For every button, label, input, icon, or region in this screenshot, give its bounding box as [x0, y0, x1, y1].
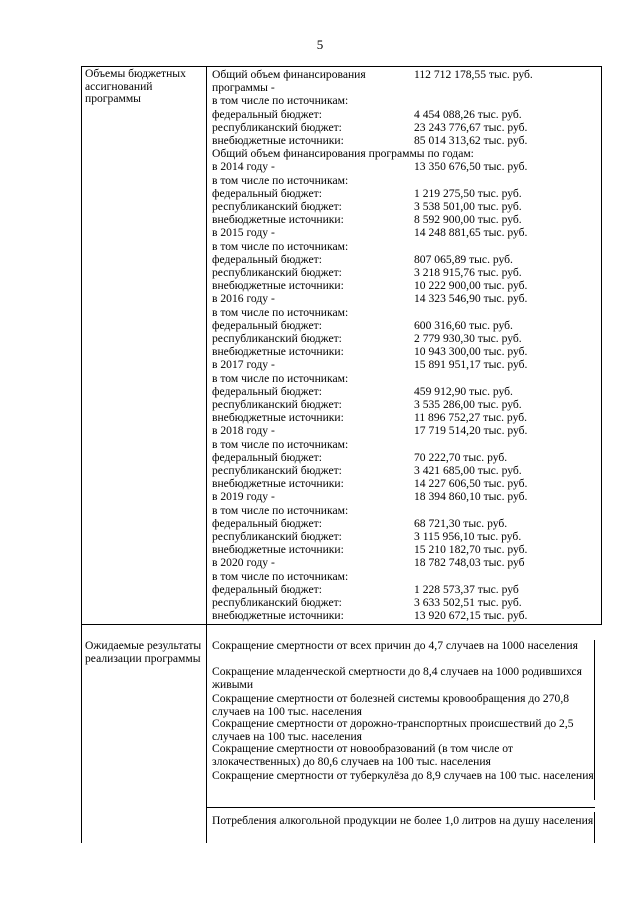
- budget-row-label: в 2017 году -: [212, 358, 275, 372]
- budget-row-value: 14 323 546,90 тыс. руб.: [414, 292, 528, 306]
- result-item: Сокращение смертности от дорожно-транспортных происшествий до 2,5 случаев на 100 тыс. населения: [212, 717, 574, 743]
- budget-row-label: в 2018 году -: [212, 424, 275, 438]
- budget-row-value: 13 920 672,15 тыс. руб.: [414, 609, 528, 623]
- budget-row-value: 10 222 900,00 тыс. руб.: [414, 279, 528, 293]
- budget-row-value: 70 222,70 тыс. руб.: [414, 450, 508, 464]
- budget-row-label: в 2019 году -: [212, 490, 275, 504]
- result-item: Сокращение смертности от болезней системы кровообращения до 270,8 случаев на 100 тыс. населения: [212, 692, 570, 718]
- budget-row-label: в том числе по источникам:: [212, 94, 349, 108]
- budget-row-value: 18 394 860,10 тыс. руб.: [414, 490, 528, 504]
- budget-row-value: 68 721,30 тыс. руб.: [414, 516, 508, 530]
- budget-row-label: внебюджетные источники:: [212, 279, 344, 293]
- budget-row-label: в том числе по источникам:: [212, 569, 349, 583]
- table-left-border: [81, 66, 82, 843]
- budget-row-value: 14 248 881,65 тыс. руб.: [414, 226, 528, 240]
- budget-row-label: федеральный бюджет:: [212, 318, 322, 332]
- budget-row-label: в том числе по источникам:: [212, 503, 349, 517]
- budget-row-value: 1 228 573,37 тыс. руб: [414, 582, 519, 596]
- budget-row-label: федеральный бюджет:: [212, 384, 322, 398]
- result-item: Сокращение младенческой смертности до 8,4 случаев на 1000 родившихся живыми: [212, 665, 582, 691]
- budget-row-value: 17 719 514,20 тыс. руб.: [414, 424, 528, 438]
- budget-row-label: в 2016 году -: [212, 292, 275, 306]
- budget-row-label: в 2015 году -: [212, 226, 275, 240]
- results-section-label: Ожидаемые результаты реализации программы: [85, 639, 202, 665]
- budget-row-label: в том числе по источникам:: [212, 371, 349, 385]
- budget-row-label: в том числе по источникам:: [212, 437, 349, 451]
- budget-row-label: в 2020 году -: [212, 556, 275, 570]
- page-number: 5: [316, 37, 324, 52]
- result-item: Сокращение смертности от новообразований (в том числе от злокачественных) до 80,6 случаев на 100 тыс. населения: [212, 742, 513, 768]
- table-row-divider: [81, 624, 602, 625]
- budget-row-label: федеральный бюджет:: [212, 252, 322, 266]
- budget-row-label: Общий объем финансирования программы по годам:: [212, 147, 474, 161]
- budget-row-label: внебюджетные источники:: [212, 411, 344, 425]
- budget-row-label: внебюджетные источники:: [212, 543, 344, 557]
- budget-row-value: 85 014 313,62 тыс. руб.: [414, 134, 528, 147]
- budget-row-label: республиканский бюджет:: [212, 200, 342, 213]
- budget-row-label: в 2014 году -: [212, 160, 275, 174]
- budget-row-value: 3 633 502,51 тыс. руб.: [414, 596, 522, 609]
- budget-row-value: 3 115 956,10 тыс. руб.: [414, 530, 522, 543]
- budget-row-value: 112 712 178,55 тыс. руб.: [414, 68, 533, 81]
- budget-row-label: внебюджетные источники:: [212, 134, 344, 147]
- budget-row-value: 11 896 752,27 тыс. руб.: [414, 411, 528, 425]
- table-right-border: [601, 66, 602, 624]
- budget-row-label: внебюджетные источники:: [212, 477, 344, 491]
- table-row-divider-2: [206, 807, 595, 808]
- result-item: Сокращение смертности от туберкулёза до 8,9 случаев на 100 тыс. населения: [212, 769, 594, 782]
- budget-row-label: республиканский бюджет:: [212, 464, 342, 477]
- budget-row-label: федеральный бюджет:: [212, 186, 322, 200]
- budget-row-label: внебюджетные источники:: [212, 345, 344, 359]
- budget-row-value: 3 535 286,00 тыс. руб.: [414, 398, 522, 411]
- result-item: Сокращение смертности от всех причин до 4,7 случаев на 1000 населения: [212, 639, 578, 652]
- budget-row-value: 1 219 275,50 тыс. руб.: [414, 186, 522, 200]
- budget-row-label: республиканский бюджет:: [212, 266, 342, 279]
- budget-row-label: федеральный бюджет:: [212, 107, 322, 121]
- budget-row-value: 15 891 951,17 тыс. руб.: [414, 358, 528, 372]
- budget-row-value: 8 592 900,00 тыс. руб.: [414, 213, 522, 227]
- budget-row-value: 14 227 606,50 тыс. руб.: [414, 477, 528, 491]
- budget-row-label: республиканский бюджет:: [212, 530, 342, 543]
- budget-row-value: 3 218 915,76 тыс. руб.: [414, 266, 522, 279]
- budget-row-value: 600 316,60 тыс. руб.: [414, 318, 513, 332]
- budget-section-label: Объемы бюджетных ассигнований программы: [85, 67, 186, 105]
- budget-row-label: в том числе по источникам:: [212, 173, 349, 187]
- table-right-border-lower: [594, 640, 595, 800]
- budget-row-value: 23 243 776,67 тыс. руб.: [414, 120, 528, 134]
- budget-row-label: Общий объем финансирования: [212, 68, 366, 81]
- results-last-item: Потребления алкогольной продукции не более 1,0 литров на душу населения: [212, 814, 594, 827]
- budget-row-label: республиканский бюджет:: [212, 596, 342, 609]
- budget-row-label: в том числе по источникам:: [212, 239, 349, 253]
- budget-row-value: 3 421 685,00 тыс. руб.: [414, 464, 522, 477]
- budget-row-value: 15 210 182,70 тыс. руб.: [414, 543, 528, 557]
- budget-row-label: в том числе по источникам:: [212, 305, 349, 319]
- budget-row-label: федеральный бюджет:: [212, 450, 322, 464]
- budget-row-label: республиканский бюджет:: [212, 120, 342, 134]
- budget-row-label: федеральный бюджет:: [212, 582, 322, 596]
- budget-row-label: внебюджетные источники:: [212, 213, 344, 227]
- budget-row-value: 4 454 088,26 тыс. руб.: [414, 107, 522, 121]
- budget-row-label: республиканский бюджет:: [212, 398, 342, 411]
- budget-row-label: республиканский бюджет:: [212, 332, 342, 345]
- budget-row-value: 10 943 300,00 тыс. руб.: [414, 345, 528, 359]
- budget-row-label: внебюджетные источники:: [212, 609, 344, 623]
- budget-row-label: федеральный бюджет:: [212, 516, 322, 530]
- table-column-divider: [206, 66, 207, 843]
- budget-row-value: 2 779 930,30 тыс. руб.: [414, 332, 522, 345]
- budget-row-value: 459 912,90 тыс. руб.: [414, 384, 513, 398]
- budget-row-value: 807 065,89 тыс. руб.: [414, 252, 513, 266]
- budget-row-value: 13 350 676,50 тыс. руб.: [414, 160, 528, 174]
- table-right-border-bottom: [594, 812, 595, 843]
- budget-row-value: 18 782 748,03 тыс. руб: [414, 556, 525, 570]
- budget-row-value: 3 538 501,00 тыс. руб.: [414, 200, 522, 213]
- budget-row-label: программы -: [212, 81, 275, 95]
